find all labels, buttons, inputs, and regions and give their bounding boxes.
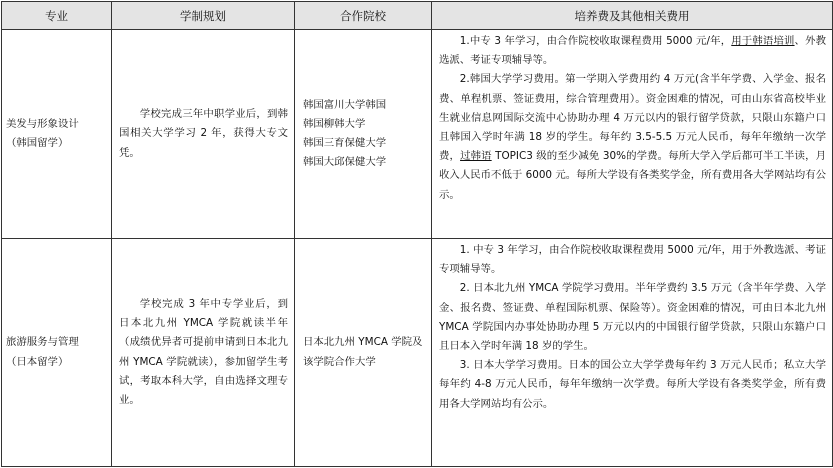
fee-text: 、外教选派、考证专项辅导等。 [439, 35, 827, 67]
fee-paragraph [439, 356, 826, 414]
fee-paragraph [439, 279, 826, 356]
header-plan: 学制规划 [112, 2, 295, 30]
fees-cell [432, 30, 833, 239]
school-item: 韩国三育保健大学 [303, 137, 387, 149]
table-row [2, 239, 833, 467]
header-partner-school: 合作院校 [295, 2, 432, 30]
major-name: 旅游服务与管理 [6, 336, 79, 349]
major-name: 美发与形象设计 [6, 117, 79, 130]
plan-text: 学校完成 3 年中专学业后，到日本北九州 YMCA 学院就读半年（成绩优异者可提前申请到日本北九州 YMCA 学院就读），参加留学生考试，考取本科大学，自由选择文理专业。 [119, 297, 288, 406]
major-cell [2, 239, 112, 467]
school-item: 日本北九州 YMCA 学院及该学院合作大学 [303, 336, 423, 368]
header-fees: 培养费及其他相关费用 [432, 2, 833, 30]
major-cell [2, 30, 112, 239]
fee-text: 1. 中专 3 年学习，由合作院校收取课程费用 5000 元/年，用于外教选派、考证专项辅导等。 [439, 244, 826, 276]
table-row [2, 30, 833, 239]
fee-underlined-text: 用于韩语培训 [731, 35, 795, 47]
fee-text: TOPIC3 级的至少减免 30%的学费。每所大学入学后都可半工半读，月收入人民币不低于 6000 元。每所大学设有各类奖学金，所有费用各大学网站均有公示。 [439, 150, 827, 201]
fee-underlined-text: 过韩语 [460, 150, 492, 163]
fee-paragraph [439, 241, 826, 279]
fee-text: 2. 日本北九州 YMCA 学院学习费用。半年学费约 3.5 万元（含半年学费、入学金、报名费、签证费、单程国际机票、保险等）。资金困难的情况，可由日本北九州 YMCA 学院国内办事处协助办理 5 万元以内的中国银行留学贷款，只限山东籍户口且日本入学时年满 18 岁的学生。 [439, 282, 826, 353]
fee-text: 3. 日本大学学习费用。日本的国公立大学学费每年约 3 万元人民币；私立大学每年约 4-8 万元人民币，每年年缴纳一次学费。每所大学设有各类奖学金，所有费用各大学网站均有公示。 [439, 359, 826, 410]
plan-cell [112, 30, 295, 239]
plan-cell [112, 239, 295, 467]
school-item: 韩国富川大学韩国 [303, 98, 387, 111]
program-table [1, 1, 833, 467]
school-cell [295, 239, 432, 467]
fees-cell [432, 239, 833, 467]
fee-text: 1.中专 3 年学习，由合作院校收取课程费用 5000 元/年， [459, 35, 732, 47]
major-destination: （韩国留学） [6, 137, 69, 149]
school-item: 韩国柳韩大学 [303, 117, 366, 130]
header-major: 专业 [2, 2, 112, 30]
fee-text: 2.韩国大学学习费用。第一学期入学费用约 4 万元(含半年学费、入学金、报名费、单程机票、签证费用，综合管理费用）。资金困难的情况，可由山东省高校毕业生就业信息网国际交流中心协助办理 4 万元以内的银行留学贷款，只限山东籍户口且韩国入学时年满 18 岁的学生。每年约 3.5-5.5 万元人民币，每年年缴纳一次学费， [439, 73, 826, 163]
plan-text: 学校完成三年中职学业后，到韩国相关大学学习 2 年，获得大专文凭。 [119, 108, 288, 159]
major-destination: （日本留学） [6, 355, 69, 368]
fee-paragraph [439, 32, 826, 70]
fee-paragraph [439, 70, 826, 204]
school-cell [295, 30, 432, 239]
school-item: 韩国大邱保健大学 [303, 156, 387, 169]
header-row [2, 2, 833, 30]
